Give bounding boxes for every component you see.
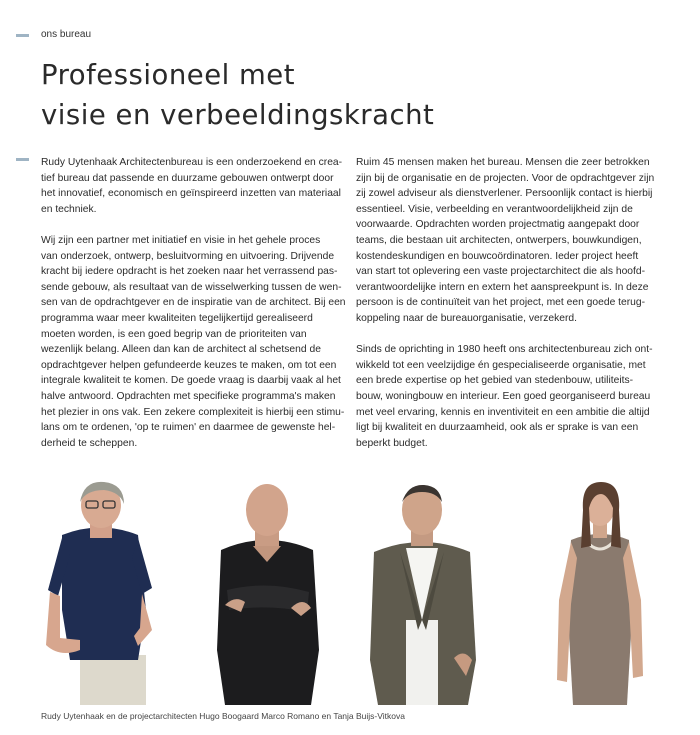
text-line: Wij zijn een partner met initiatief en visie in het gehele proces xyxy=(41,234,321,246)
page-title xyxy=(41,55,434,135)
text-line: halve antwoord. Opdrachten met specifieke programma's maken xyxy=(41,390,336,402)
text-line: Sinds de oprichting in 1980 heeft ons architectenbureau zich ont- xyxy=(356,344,653,356)
text-line: kostendeskundigen en bouwcoördinatoren. Ieder project heeft xyxy=(356,250,639,262)
section-marker xyxy=(16,34,29,37)
text-line: tief bureau dat passende en duurzame gebouwen ontwerpt door xyxy=(41,172,334,184)
paragraph-gap xyxy=(41,217,346,233)
right-column xyxy=(356,155,656,451)
text-line: opdrachtgever helpen gefundeerde keuzes te maken, om tot een xyxy=(41,359,337,371)
photo-tanja-buijs-vitkova xyxy=(545,480,655,705)
text-line: beperkt budget. xyxy=(356,437,428,449)
text-line: moeten worden, is een goed begrip van de prioriteiten van xyxy=(41,328,307,340)
text-line: wezenlijk belang. Alleen dan kan de architect al schetsend de xyxy=(41,344,321,356)
text-line: een brede expertise op het gebied van stedenbouw, utiliteits- xyxy=(356,375,634,387)
team-photos xyxy=(0,480,700,705)
left-paragraph-2 xyxy=(41,233,346,451)
text-line: integrale kwaliteit te komen. De goede vraag is daarbij vaak al het xyxy=(41,375,341,387)
left-column xyxy=(41,155,346,451)
photo-hugo-boogaard xyxy=(205,480,330,705)
text-line: lans om te ordenen, 'op te ruimen' en daarmee de gewenste hel- xyxy=(41,422,336,434)
text-line: ligt bij kwaliteit en duurzaamheid, ook als er sprake is van een xyxy=(356,422,639,434)
section-label: ons bureau xyxy=(41,29,92,40)
text-line: verantwoordelijke intern en extern het aanspreekpunt is. In deze xyxy=(356,281,649,293)
text-line: en techniek. xyxy=(41,203,97,215)
right-paragraph-2 xyxy=(356,342,656,451)
text-line: zijn bij de organisatie en de projecten. Voor de opdrachtgever zijn xyxy=(356,172,655,184)
body-marker xyxy=(16,158,29,161)
text-line: teams, die bestaan uit architecten, ontwerpers, bouwkundigen, xyxy=(356,234,642,246)
text-line: met veel ervaring, kennis en inventiviteit en een ambitie die altijd xyxy=(356,406,650,418)
text-line: wikkeld tot een veelzijdige én gespecialiseerde organisatie, met xyxy=(356,359,646,371)
text-line: programma waar meer kwaliteiten tegelijkertijd gerealiseerd xyxy=(41,312,313,324)
photo-caption: Rudy Uytenhaak en de projectarchitecten Hugo Boogaard Marco Romano en Tanja Buijs-Vitkova xyxy=(41,711,405,721)
text-line: kracht bij iedere opdracht is het zoeken naar het verrassend pas- xyxy=(41,266,338,278)
text-line: Rudy Uytenhaak Architectenbureau is een onderzoekend en crea- xyxy=(41,157,343,168)
title-line-2: visie en verbeeldingskracht xyxy=(41,99,435,131)
right-paragraph-1 xyxy=(356,155,656,327)
text-line: essentieel. Visie, verbeelding en verantwoordelijkheid zijn de xyxy=(356,203,633,215)
text-line: Ruim 45 mensen maken het bureau. Mensen die zeer betrokken xyxy=(356,157,650,168)
text-line: van start tot oplevering een vaste projectarchitect die als hoofd- xyxy=(356,266,646,278)
text-line: het innovatief, economisch en geïnspireerd inzetten van materiaal xyxy=(41,188,341,200)
title-line-1: Professioneel met xyxy=(41,59,295,91)
photo-marco-romano xyxy=(360,480,485,705)
text-line: van onderzoek, ontwerp, besluitvorming en uitvoering. Drijvende xyxy=(41,250,335,262)
text-line: voorwaarde. Opdrachten worden projectmatig aangepakt door xyxy=(356,219,640,231)
left-paragraph-1 xyxy=(41,155,346,217)
text-line: het plezier in ons vak. Een zekere complexiteit is hierbij een stimu- xyxy=(41,406,345,418)
text-line: bouw, woningbouw en interieur. Een goed georganiseerd bureau xyxy=(356,390,651,402)
text-line: sende gebouw, als resultaat van de wisselwerking tussen de wen- xyxy=(41,281,342,293)
text-line: koppeling naar de bureauorganisatie, verzekerd. xyxy=(356,312,577,324)
paragraph-gap xyxy=(356,327,656,343)
text-line: zij zowel adviseur als dienstverlener. Persoonlijk contact is hierbij xyxy=(356,188,653,200)
text-line: sen van de opdrachtgever en de inspiratie van de architect. Bij een xyxy=(41,297,346,309)
text-line: persoon is de continuïteit van het project, met een goede terug- xyxy=(356,297,646,309)
photo-rudy-uytenhaak xyxy=(40,480,165,705)
text-line: derheid te scheppen. xyxy=(41,437,138,449)
